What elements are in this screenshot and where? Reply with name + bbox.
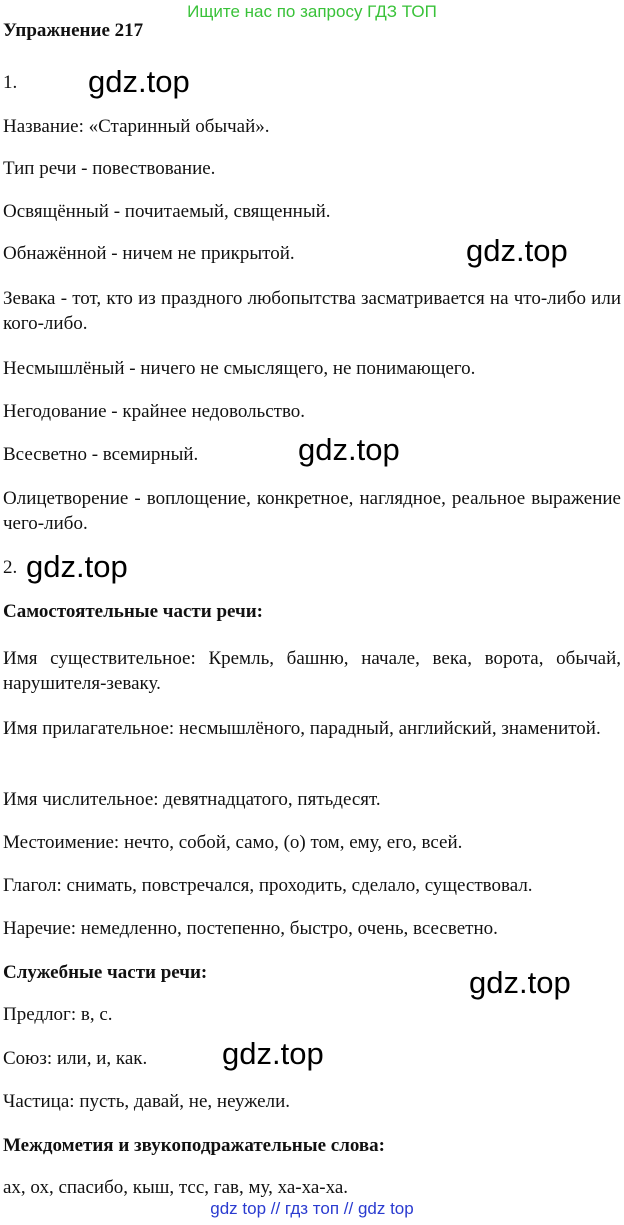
definition-line: Обнажённой - ничем не прикрытой. [3, 243, 295, 264]
numeral-line: Имя числительное: девятнадцатого, пятьдесят. [3, 789, 381, 810]
text-title-line: Название: «Старинный обычай». [3, 116, 270, 137]
section-heading: Междометия и звукоподражательные слова: [3, 1135, 385, 1156]
noun-line: Имя существительное: Кремль, башню, начале, века, ворота, обычай, нарушителя-зеваку. [3, 648, 621, 694]
interjection-line: ах, ох, спасибо, кыш, тсс, гав, му, ха-ха-ха. [3, 1177, 349, 1198]
definition-line: Освящённый - почитаемый, священный. [3, 201, 331, 222]
pronoun-line: Местоимение: нечто, собой, само, (о) том, ему, его, всей. [3, 832, 463, 853]
verb-line: Глагол: снимать, повстречался, проходить, сделало, существовал. [3, 875, 533, 896]
watermark: gdz.top [466, 233, 568, 268]
speech-type-line: Тип речи - повествование. [3, 158, 216, 179]
section-heading: Служебные части речи: [3, 962, 208, 983]
particle-line: Частица: пусть, давай, не, неужели. [3, 1091, 290, 1112]
definition-line: Негодование - крайнее недовольство. [3, 401, 306, 422]
adjective-line: Имя прилагательное: несмышлёного, парадный, английский, знаменитой. [3, 718, 601, 739]
watermark: gdz.top [298, 432, 400, 467]
definition-line: Зевака - тот, кто из праздного любопытства засматривается на что-либо или кого-либо. [3, 288, 621, 334]
conjunction-line: Союз: или, и, как. [3, 1048, 148, 1069]
section-heading: Самостоятельные части речи: [3, 601, 263, 622]
watermark: gdz.top [222, 1036, 324, 1071]
definition-line: Всесветно - всемирный. [3, 444, 199, 465]
watermark: gdz.top [469, 965, 571, 1000]
footer-banner: gdz top // гдз топ // gdz top [210, 1199, 414, 1218]
section-number-2: 2. [3, 557, 18, 578]
preposition-line: Предлог: в, с. [3, 1004, 113, 1025]
exercise-title: Упражнение 217 [3, 20, 144, 41]
section-number-1: 1. [3, 72, 18, 93]
adverb-line: Наречие: немедленно, постепенно, быстро, очень, всесветно. [3, 918, 498, 939]
watermark: gdz.top [26, 549, 128, 584]
watermark: gdz.top [88, 64, 190, 99]
top-banner: Ищите нас по запросу ГДЗ ТОП [187, 2, 437, 21]
definition-line: Несмышлёный - ничего не смыслящего, не понимающего. [3, 358, 476, 379]
definition-line: Олицетворение - воплощение, конкретное, наглядное, реальное выражение чего-либо. [3, 488, 621, 534]
